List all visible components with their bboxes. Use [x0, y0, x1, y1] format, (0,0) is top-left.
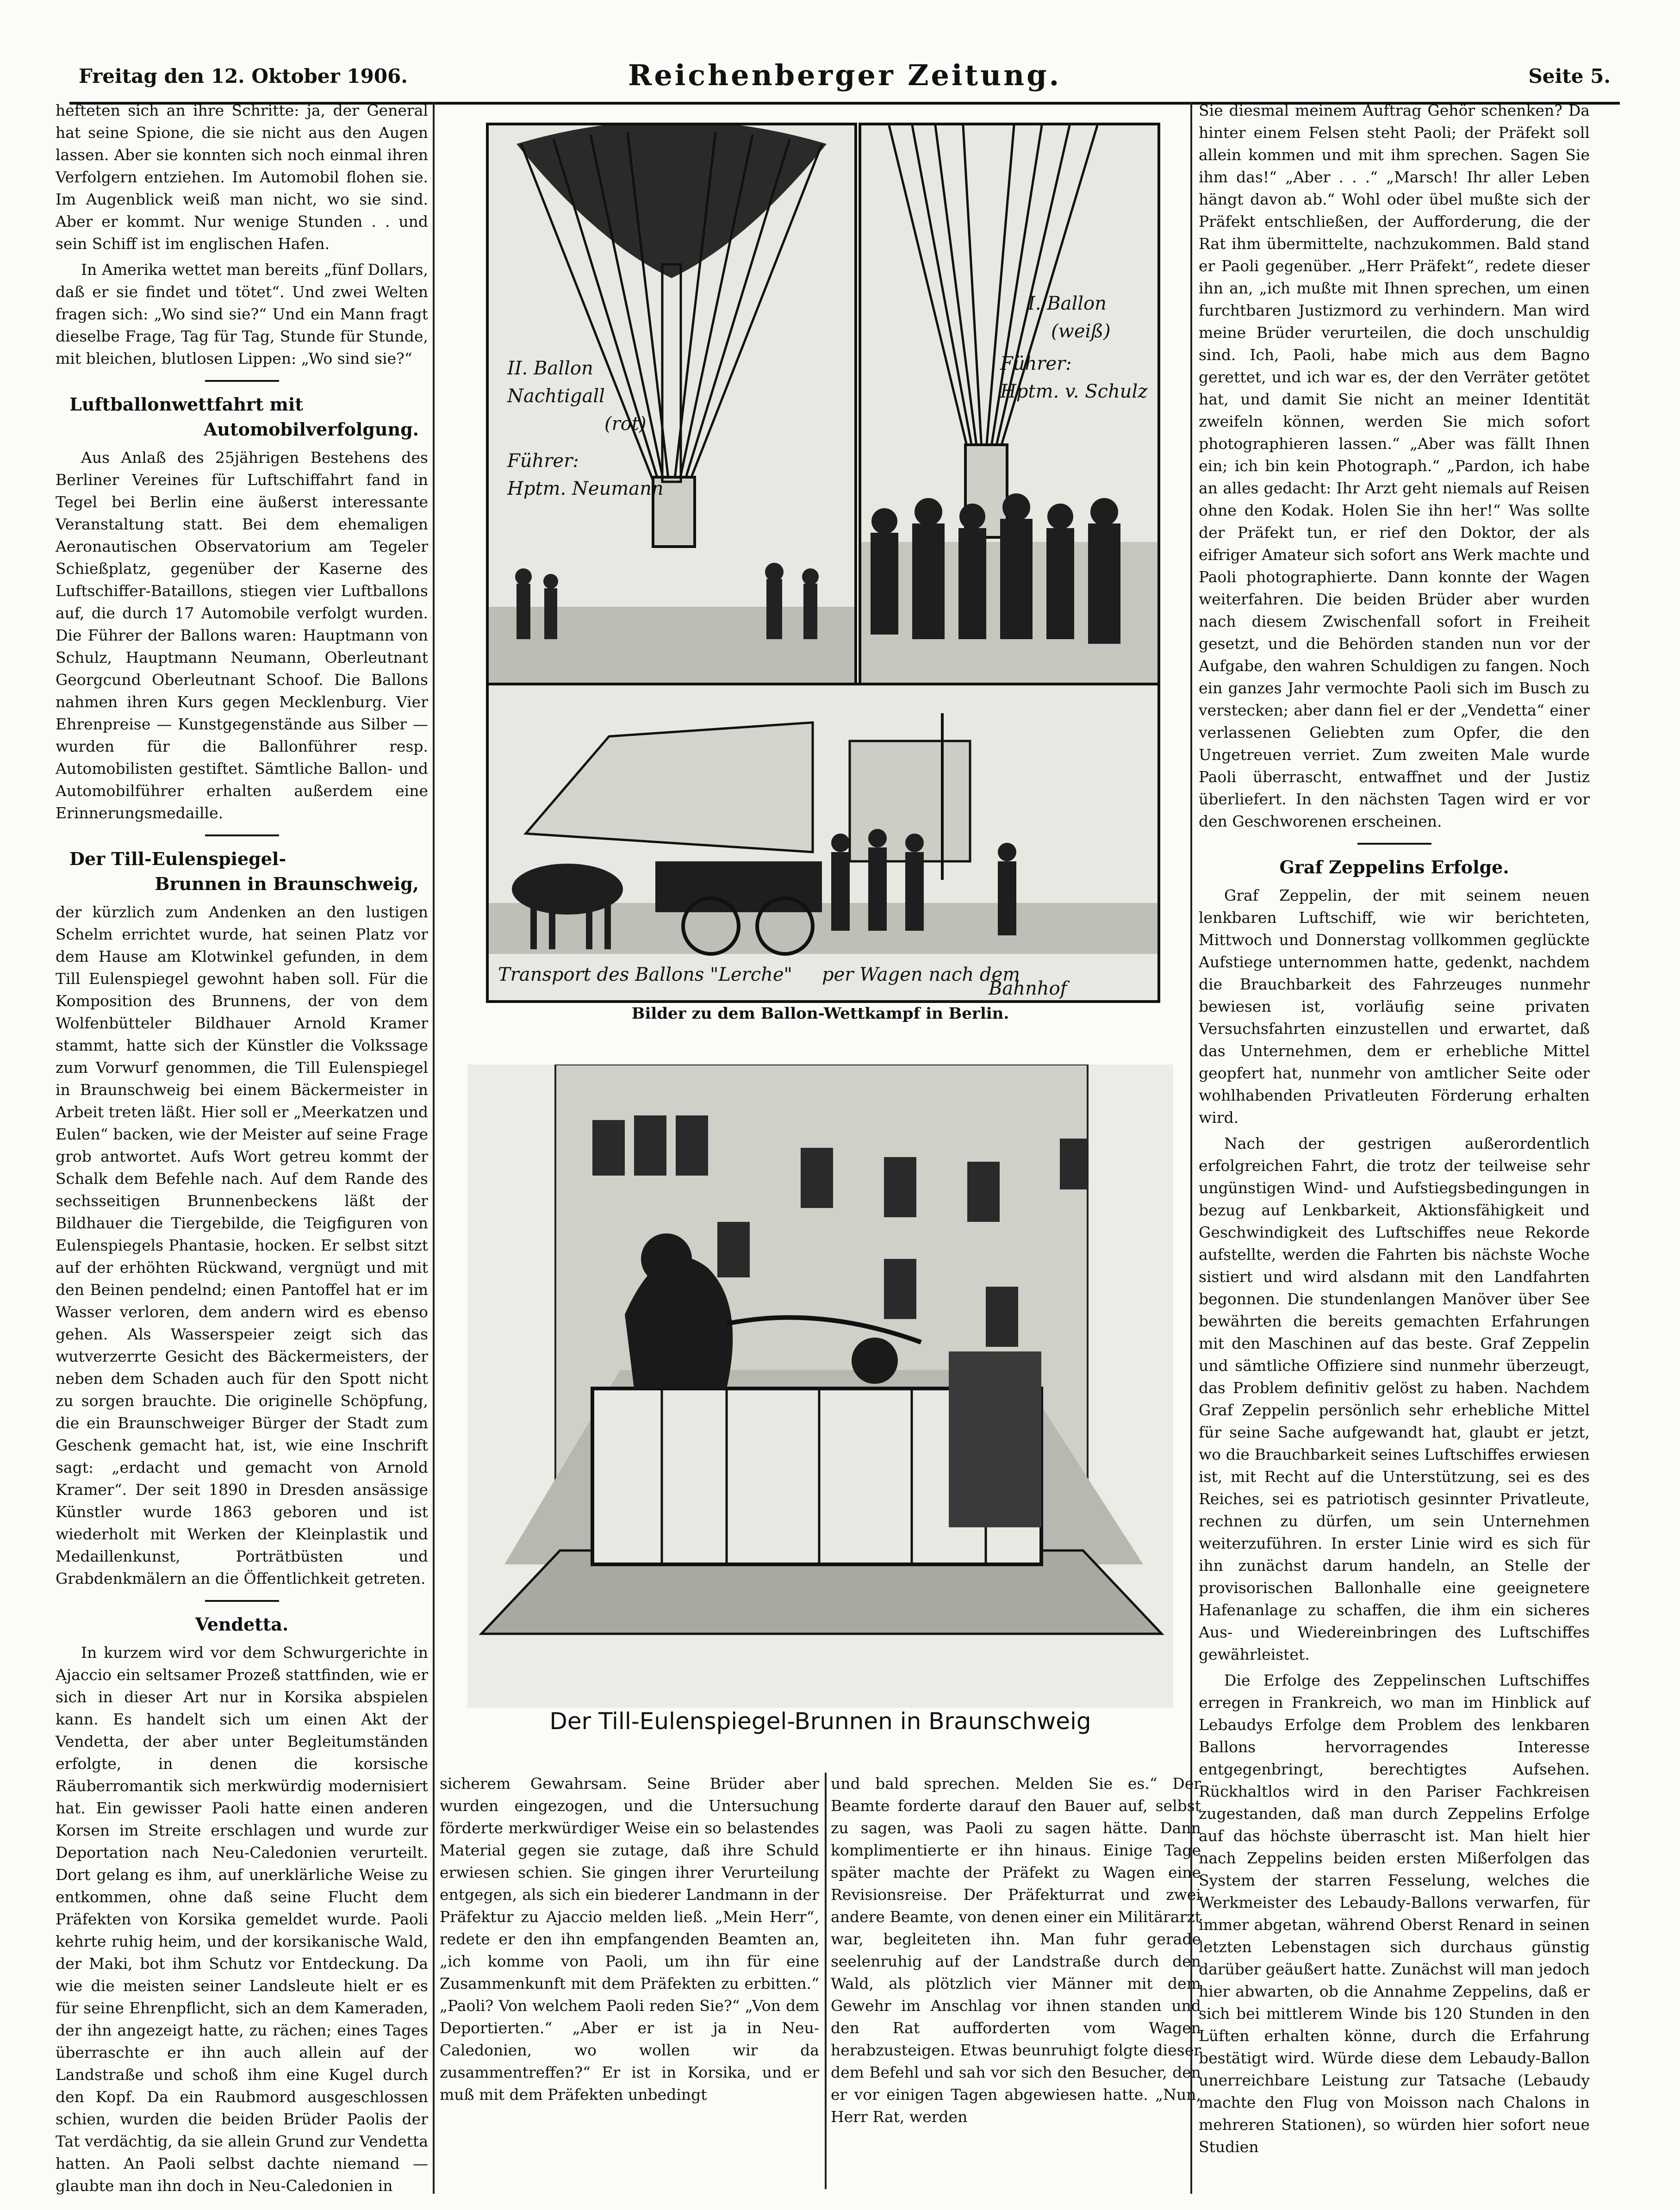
page-number: Seite 5.: [1528, 65, 1611, 87]
section-rule: [205, 380, 279, 382]
column-left: [56, 100, 428, 2201]
balloon-label: Hptm. v. Schulz: [1000, 381, 1148, 402]
column-center-right: [831, 1773, 1201, 2132]
headline-zeppelin: Graf Zeppelins Erfolge.: [1279, 857, 1509, 878]
illustration-balloon-transport: [486, 683, 1160, 1003]
transport-label: per Wagen nach dem: [822, 964, 1020, 985]
article-zeppelin: Nach der gestrigen außerordentlich erfolgreichen Fahrt, die trotz der teilweise sehr ungünstigen Wind- und Aufstiegsbedingungen in bezug auf Lenkbarkeit, Aktionsfähigkeit und Geschwindigkeit des Luftschiffes neue Rekorde aufstellte, werden die Fahrten bis nächste Woche sistiert und wird alsdann mit den Landfahrten begonnen. Die stundenlangen Manöver über See bewährten die bereits gemachten Erfahrungen mit den Maschinen auf das beste. Graf Zeppelin und sämtliche Offiziere sind nunmehr überzeugt, das Problem definitiv gelöst zu haben. Nachdem Graf Zeppelin persönlich sehr erhebliche Mittel für seine Sache aufgewandt hat, glaubt er jetzt, wo die Brauchbarkeit seines Luftschiffes erwiesen ist, mit Recht auf die Unterstützung, sei es des Reiches, sei es patriotisch gesinnter Privatleute, rechnen zu dürfen, um sein Unternehmen weiterzuführen. In erster Linie wird es sich für ihn zunächst darum handeln, an Stelle der provisorischen Ballonhalle eine geeignetere Hafenanlage zu schaffen, die ihm ein sicheres Aus- und Wiedereinbringen des Luftschiffes gewährleistet.: [1199, 1134, 1590, 1663]
transport-drawing: [489, 685, 1157, 1000]
balloon-label: (rot): [604, 413, 647, 435]
transport-label: Bahnhof: [989, 978, 1067, 999]
article-zeppelin: Graf Zeppelin, der mit seinem neuen lenkbaren Luftschiff, wie wir berichteten, Mittwoch und Donnerstag vollkommen geglückte Aufstiege unternommen hatte, gedenkt, nachdem die Brauchbarkeit des Fahrzeuges nunmehr bewiesen ist, vorläufig seine privaten Versuchsfahrten einzustellen und erwartet, daß das Unternehmen, dem er erhebliche Mittel geopfert hat, nunmehr von amtlicher Seite oder wohlhabenden Privatleuten Förderung erhalten wird.: [1199, 886, 1590, 1127]
article-vendetta-continued: sicherem Gewahrsam. Seine Brüder aber wurden eingezogen, und die Untersuchung förderte merkwürdiger Weise ein so belastendes Material gegen sie zutage, daß ihre Schuld erwiesen schien. Sie gingen ihrer Verurteilung entgegen, als sich ein biederer Landmann in der Präfektur zu Ajaccio melden ließ. „Mein Herr“, redete er den ihn empfangenden Beamten an, „ich komme von Paoli, um ihn für eine Zusammenkunft mit dem Präfekten zu erbitten.“ „Paoli? Von welchem Paoli reden Sie?“ „Von dem Deportierten.“ „Aber er ist ja in Neu-Caledonien, wo wollen wir da zusammentreffen?“ Er ist in Korsika, und er muß mit dem Präfekten unbedingt: [440, 1774, 819, 2104]
section-rule: [1357, 843, 1431, 845]
headline-line: Luftballonwettfahrt mit: [69, 394, 303, 415]
illustration-balloon-nachtigall: [486, 123, 857, 686]
masthead: [69, 46, 1620, 105]
balloon-label: (weiß): [1051, 321, 1111, 342]
headline-balloon-race: [56, 392, 428, 442]
article-vendetta: In kurzem wird vor dem Schwurgerichte in Ajaccio ein seltsamer Prozeß stattfinden, wie er sich in dieser Art nur in Korsika abspielen kann. Es handelt sich um einen Akt der Vendetta, der aber unter Begleitumständen erfolgte, in denen die korsische Räuberromantik sich merkwürdig modernisiert hat. Ein gewisser Paoli hatte einen anderen Korsen im Streite erschlagen und wurde zur Deportation nach Neu-Caledonien verurteilt. Dort gelang es ihm, auf unerklärliche Weise zu entkommen, ohne daß seine Flucht dem Präfekten von Korsika gemeldet wurde. Paoli kehrte ruhig heim, und der korsikanische Wald, der Maki, bot ihm Schutz vor Entdeckung. Da wie die meisten seiner Landsleute hielt er es für seine Ehrenpflicht, sich an dem Kameraden, der ihn angezeigt hatte, zu rächen; eines Tages überraschte er ihn auch allein auf der Landstraße und schoß ihm eine Kugel durch den Kopf. Da ein Raubmord ausgeschlossen schien, wurden die beiden Brüder Paolis der Tat verdächtig, da sie allein Grund zur Vendetta hatten. An Paoli selbst dachte niemand — glaubte man ihn doch in Neu-Caledonien in: [56, 1643, 428, 2195]
column-divider: [825, 1773, 827, 2189]
article-vendetta-continued: Sie diesmal meinem Auftrag Gehör schenken? Da hinter einem Felsen steht Paoli; der Präfekt soll allein kommen und mit ihm sprechen. Sagen Sie ihm das!“ „Aber . . .“ „Marsch! Ihr aller Leben hängt davon ab.“ Wohl oder übel mußte sich der Präfekt entschließen, der Aufforderung, die der Rat ihm übermittelte, nachzukommen. Bald stand er Paoli gegenüber. „Herr Präfekt“, redete dieser ihn an, „ich mußte mit Ihnen sprechen, um einen furchtbaren Justizmord zu verhindern. Man wird meine Brüder verurteilen, die doch unschuldig sind. Ich, Paoli, habe mich aus dem Bagno gerettet, und ich war es, der den Verräter getötet hat, und damit Sie nicht an meiner Identität zweifeln können, werden Sie mich sofort photographieren lassen.“ „Aber was fällt Ihnen ein; ich bin kein Photograph.“ „Pardon, ich habe an alles gedacht: Ihr Arzt geht niemals auf Reisen ohne den Kodak. Holen Sie ihn her!“ Was sollte der Präfekt tun, er rief den Doktor, der als eifriger Amateur sich sofort ans Werk machte und Paoli photographierte. Dann konnte der Wagen weiterfahren. Die beiden Brüder aber wurden nach diesem Zwischenfall sofort in Freiheit gesetzt, und die Behörden standen nun vor der Aufgabe, den wahren Schuldigen zu fangen. Noch ein ganzes Jahr vermochte Paoli sich im Busch zu verstecken; aber dann fiel er der „Vendetta“ einer verlassenen Geliebten zum Opfer, die den Ungetreuen verriet. Zum zweiten Male wurde Paoli überrascht, entwaffnet und der Justiz überliefert. In den nächsten Tagen wird er vor den Geschworenen erscheinen.: [1199, 101, 1590, 830]
balloon-label: Führer:: [507, 450, 579, 472]
caption-till-fountain: Der Till-Eulenspiegel-Brunnen in Braunschweig: [549, 1708, 1091, 1735]
column-divider: [433, 102, 435, 2194]
column-right: [1199, 100, 1590, 2162]
balloon-label: Führer:: [1000, 353, 1072, 374]
illustration-balloon-white: [859, 123, 1160, 686]
caption-balloon-race: Bilder zu dem Ballon-Wettkampf in Berlin.: [631, 1004, 1009, 1023]
balloon-label: Hptm. Neumann: [507, 478, 664, 499]
fountain-drawing: [467, 1065, 1173, 1708]
section-rule: [205, 1600, 279, 1602]
headline-till-fountain: [56, 847, 428, 896]
column-center-left: [440, 1773, 819, 2110]
balloon-label: Nachtigall: [507, 386, 605, 407]
article-vendetta-continued: und bald sprechen. Melden Sie es.“ Der Beamte forderte darauf den Bauer auf, selbst zu sagen, was Paoli zu sagen hätte. Dann komplimentierte er ihn hinaus. Einige Tage später machte der Präfekt zu Wagen eine Revisionsreise. Der Präfekturrat und zwei andere Beamte, von denen einer ein Militärarzt war, begleiteten ihn. Man fuhr gerade seelenruhig auf der Landstraße durch den Wald, als plötzlich vier Männer mit dem Gewehr im Anschlag vor ihnen standen und den Rat aufforderten vom Wagen herabzusteigen. Etwas beunruhigt folgte dieser dem Befehl und sah vor sich den Besucher, den er vor einigen Tagen abgewiesen hatte. „Nun, Herr Rat, werden: [831, 1774, 1201, 2126]
article-paragraph: In Amerika wettet man bereits „fünf Dollars, daß er sie findet und tötet“. Und zwei Welten fragen sich: „Wo sind sie?“ Und ein Mann fragt dieselbe Frage, Tag für Tag, Stunde für Stunde, mit bleichen, blutlosen Lippen: „Wo sind sie?“: [56, 261, 428, 367]
balloon-label: II. Ballon: [507, 358, 593, 379]
article-balloon-race: Aus Anlaß des 25jährigen Bestehens des Berliner Vereines für Luftschiffahrt fand in Tegel bei Berlin eine äußerst interessante Veranstaltung statt. Bei dem ehemaligen Aeronautischen Observatorium am Tegeler Schießplatz, gegenüber der Kaserne des Luftschiffer-Bataillons, stiegen vier Luftballons auf, die durch 17 Automobile verfolgt wurden. Die Führer der Ballons waren: Hauptmann von Schulz, Hauptmann Neumann, Oberleutnant Georgcund Oberleutnant Schoof. Die Ballons nahmen ihren Kurs gegen Mecklenburg. Vier Ehrenpreise — Kunstgegenstände aus Silber — wurden für die Ballonführer resp. Automobilisten gestiftet. Sämtliche Ballon- und Automobilführer erhalten außerdem eine Erinnerungsmedaille.: [56, 448, 428, 822]
article-zeppelin: Die Erfolge des Zeppelinschen Luftschiffes erregen in Frankreich, wo man im Hinblick auf Lebaudys Erfolge dem Problem des lenkbaren Ballons hervorragendes Interesse entgegenbringt, berechtigtes Aufsehen. Rückhaltlos wird in den Pariser Fachkreisen zugestanden, daß man durch Zeppelins Erfolge auf das höchste überrascht ist. Man hielt hier nach Zeppelins beiden ersten Mißerfolgen das System der starren Fesselung, welches die Werkmeister des Lebaudy-Ballons verwarfen, für immer abgetan, während Oberst Renard in seinen letzten Lebenstagen sich durchaus günstig darüber geäußert hatte. Zunächst will man jedoch hier abwarten, ob die Annahme Zeppelins, daß er sich bei mittlerem Winde bis 120 Stunden in den Lüften erhalten könne, durch die Erfahrung bestätigt wird. Würde diese dem Lebaudy-Ballon unerreichbare Leistung zur Tatsache (Lebaudy machte den Flug von Moisson nach Chalons in mehreren Stationen), so würden hier sofort neue Studien: [1199, 1671, 1590, 2156]
headline-line: Brunnen in Braunschweig,: [155, 873, 419, 894]
article-till-fountain: der kürzlich zum Andenken an den lustigen Schelm errichtet wurde, hat seinen Platz vor dem Hause am Klotwinkel gefunden, in dem Till Eulenspiegel gewohnt haben soll. Für die Komposition des Brunnens, der von dem Wolfenbütteler Bildhauer Arnold Kramer stammt, hatte sich der Künstler die Volkssage zum Vorwurf genommen, die Till Eulenspiegel in Braunschweig bei einem Bäckermeister in Arbeit treten läßt. Hier soll er „Meerkatzen und Eulen“ backen, wie der Meister auf seine Frage grob antwortet. Aufs Wort getreu kommt der Schalk dem Befehle nach. Auf dem Rande des sechsseitigen Brunnenbeckens läßt der Bildhauer die Tiergebilde, die Teigfiguren von Eulenspiegels Phantasie, hocken. Er selbst sitzt auf der erhöhten Rückwand, vergnügt und mit den Beinen pendelnd; einen Pantoffel hat er im Wasser verloren, dem andern wird es ebenso gehen. Als Wasserspeier zeigt sich das wutverzerrte Gesicht des Bäckermeisters, der neben dem Schaden auch für den Spott nicht zu sorgen brauchte. Die originelle Schöpfung, die ein Braunschweiger Bürger der Stadt zum Geschenk gemacht hat, ist, wie eine Inschrift sagt: „erdacht und gemacht von Arnold Kramer“. Der seit 1890 in Dresden ansässige Künstler wurde 1863 geboren und ist wiederholt mit Werken der Kleinplastik und Medaillenkunst, Porträtbüsten und Grabdenkmälern an die Öffentlichkeit getreten.: [56, 903, 428, 1587]
illustration-till-eulenspiegel-fountain: [467, 1065, 1173, 1708]
transport-label: Transport des Ballons "Lerche": [498, 964, 792, 985]
balloon-label: I. Ballon: [1028, 293, 1107, 314]
issue-date: Freitag den 12. Oktober 1906.: [79, 65, 408, 87]
article-continuation: hefteten sich an ihre Schritte: ja, der General hat seine Spione, die sie nicht aus den Augen lassen. Aber sie konnten sich noch einmal ihren Verfolgern entziehen. Im Automobil flohen sie. Im Augenblick weiß man nicht, wo sie sind. Aber er kommt. Nur wenige Stunden . . und sein Schiff ist im englischen Hafen.: [56, 101, 428, 253]
balloon-drawing: [861, 125, 1157, 683]
headline-line: Automobilverfolgung.: [203, 419, 419, 440]
headline-vendetta: Vendetta.: [195, 1614, 289, 1635]
headline-line: Der Till-Eulenspiegel-: [69, 848, 286, 869]
section-rule: [205, 834, 279, 836]
newspaper-title: Reichenberger Zeitung.: [628, 58, 1062, 92]
